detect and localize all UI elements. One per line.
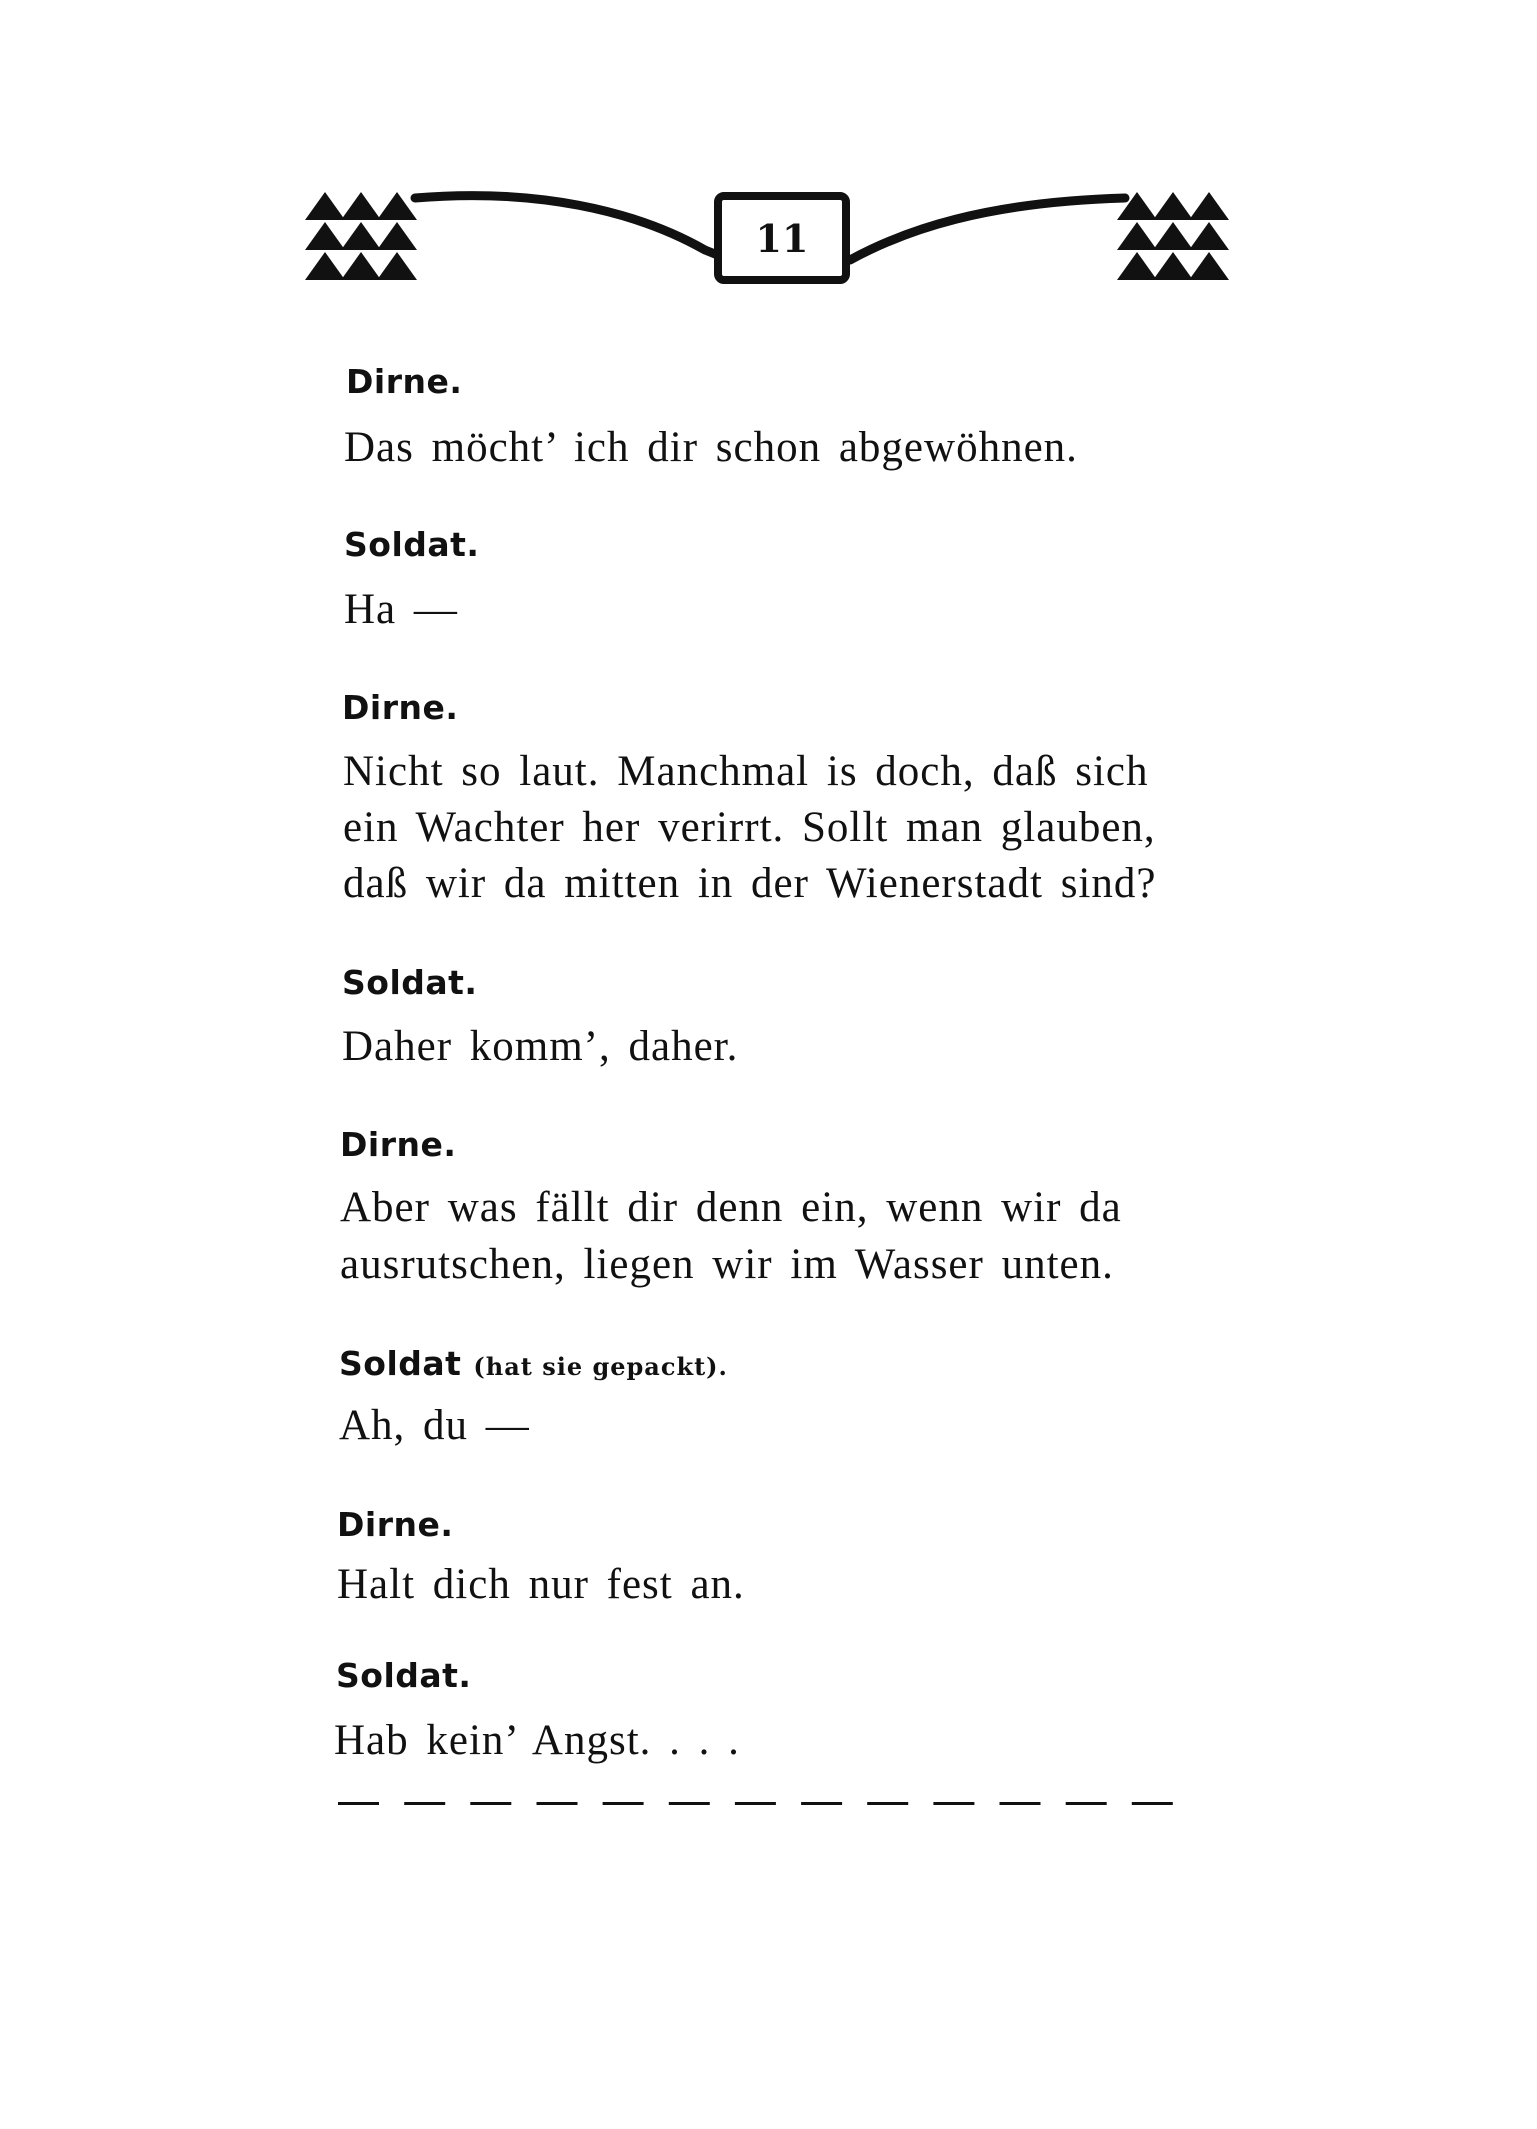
dialogue-line: Halt dich nur fest an.	[337, 1561, 745, 1608]
dialogue-line: ein Wachter her verirrt. Sollt man glauben,	[343, 804, 1156, 851]
dash-segment	[669, 1802, 710, 1805]
speaker-with-direction	[339, 1344, 728, 1383]
dashed-rule-icon	[338, 1798, 1198, 1810]
dialogue-line: Ha —	[344, 586, 458, 633]
ornament-swoop-left	[415, 196, 715, 254]
dash-segment	[735, 1802, 776, 1805]
stage-direction: (hat sie gepackt).	[473, 1352, 728, 1381]
dash-segment	[867, 1802, 908, 1805]
speaker-name: Soldat.	[342, 963, 478, 1002]
dialogue-line: ausrutschen, liegen wir im Wasser unten.	[340, 1241, 1114, 1288]
speaker-name: Soldat.	[336, 1656, 472, 1695]
dash-segment	[1066, 1802, 1107, 1805]
dash-segment	[338, 1802, 379, 1805]
dialogue-line: Das möcht’ ich dir schon abgewöhnen.	[344, 424, 1078, 471]
page-number: 11	[755, 216, 809, 261]
dash-segment	[603, 1802, 644, 1805]
speaker-name: Dirne.	[337, 1505, 454, 1544]
speaker-name: Soldat.	[344, 525, 480, 564]
ornament-swoop-right	[850, 198, 1125, 260]
triangle-cluster-icon-right	[1117, 192, 1229, 280]
dash-segment	[404, 1802, 445, 1805]
speaker-name: Dirne.	[342, 688, 459, 727]
dash-segment	[801, 1802, 842, 1805]
dash-segment	[1132, 1802, 1173, 1805]
speaker-name: Dirne.	[346, 362, 463, 401]
header-ornament	[305, 180, 1265, 300]
dialogue-line: Nicht so laut. Manchmal is doch, daß sich	[343, 748, 1149, 795]
dialogue-line: Daher komm’, daher.	[342, 1023, 739, 1070]
dialogue-line: Ah, du —	[339, 1402, 530, 1449]
dash-segment	[1000, 1802, 1041, 1805]
dialogue-line: daß wir da mitten in der Wienerstadt sind?	[343, 860, 1157, 907]
dash-segment	[470, 1802, 511, 1805]
dash-segment	[933, 1802, 974, 1805]
dialogue-line: Aber was fällt dir denn ein, wenn wir da	[340, 1184, 1122, 1231]
speaker-name: Dirne.	[340, 1125, 457, 1164]
triangle-cluster-icon-left	[305, 192, 417, 280]
dialogue-line: Hab kein’ Angst. . . .	[334, 1717, 740, 1764]
speaker-name: Soldat	[339, 1344, 462, 1383]
dash-segment	[537, 1802, 578, 1805]
